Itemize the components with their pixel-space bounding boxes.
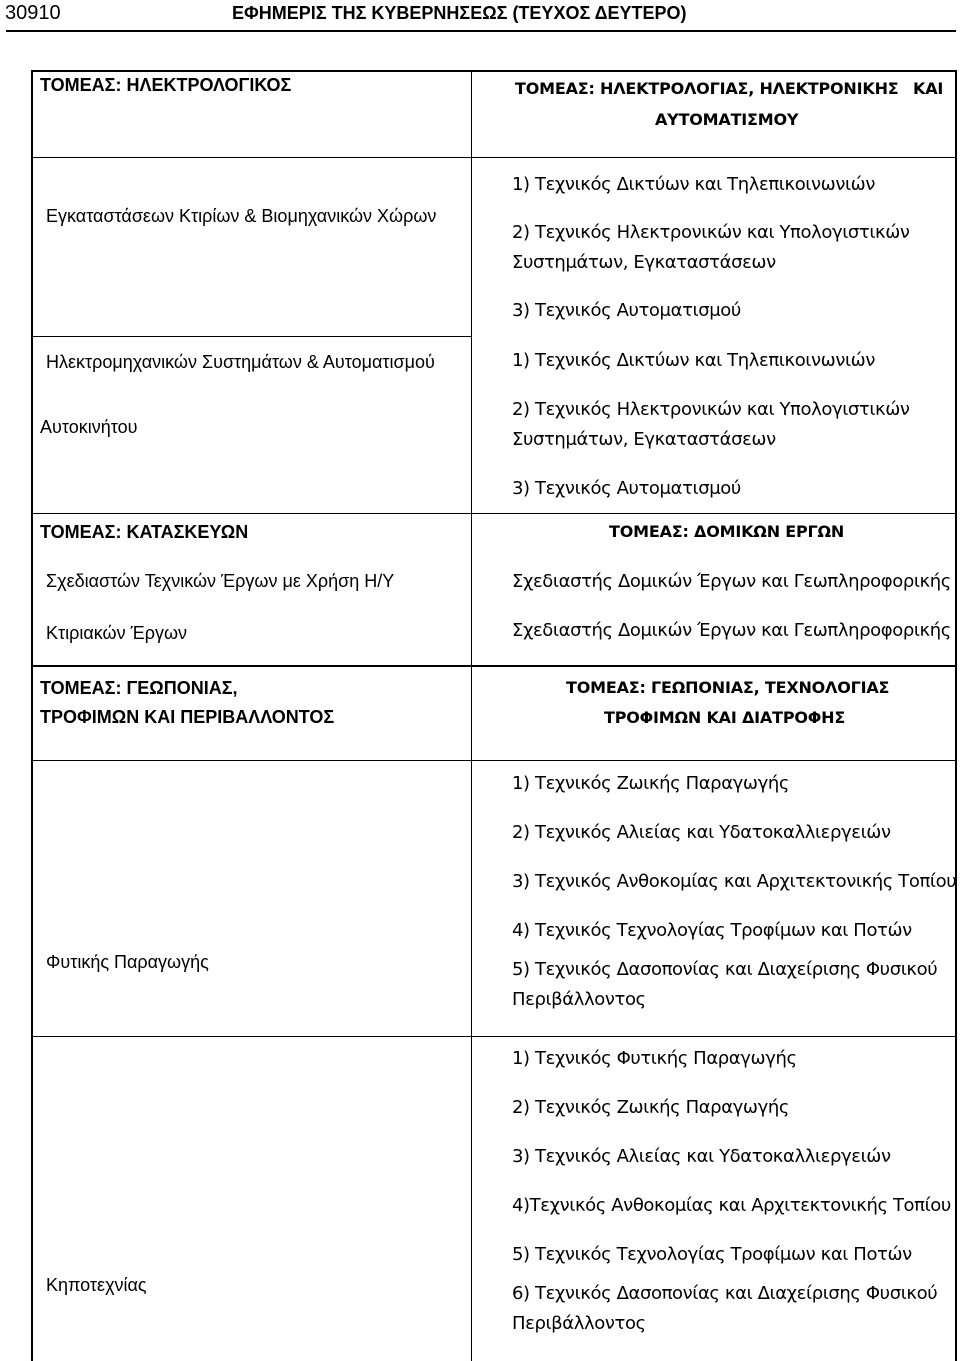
sector-title-agriculture-line2: ΤΡΟΦΙΜΩΝ ΚΑΙ ΠΕΡΙΒΑΛΛΟΝΤΟΣ xyxy=(40,707,335,727)
sector-title-building-works: ΤΟΜΕΑΣ: ΔΟΜΙΚΩΝ ΕΡΓΩΝ xyxy=(609,522,845,541)
list-item: 5) Τεχνικός Δασοπονίας και Διαχείρισης Φυσικού xyxy=(512,959,938,980)
specialty-building-works: Κτιριακών Έργων xyxy=(46,623,188,643)
specialty-plant-production: Φυτικής Παραγωγής xyxy=(46,952,209,972)
sector-title-agri-food: ΤΟΜΕΑΣ: ΓΕΩΠΟΝΙΑΣ, ΤΕΧΝΟΛΟΓΙΑΣ xyxy=(566,678,890,697)
sector-title-electrical-electronics: ΤΟΜΕΑΣ: ΗΛΕΚΤΡΟΛΟΓΙΑΣ, ΗΛΕΚΤΡΟΝΙΚΗΣ xyxy=(515,79,899,98)
list-item: 2) Τεχνικός Ζωικής Παραγωγής xyxy=(512,1097,790,1118)
table-border-left xyxy=(31,70,33,1361)
list-item: 4)Τεχνικός Ανθοκομίας και Αρχιτεκτονικής Τοπίου xyxy=(512,1195,951,1216)
journal-title: ΕΦΗΜΕΡΙΣ ΤΗΣ ΚΥΒΕΡΝΗΣΕΩΣ (ΤΕΥΧΟΣ ΔΕΥΤΕΡΟ) xyxy=(232,3,687,23)
list-item: 5) Τεχνικός Τεχνολογίας Τροφίμων και Ποτών xyxy=(512,1244,912,1265)
row-divider xyxy=(31,157,957,158)
specialty-automotive: Αυτοκινήτου xyxy=(40,417,138,437)
list-item: 1) Τεχνικός Ζωικής Παραγωγής xyxy=(512,773,790,794)
header-rule xyxy=(6,30,956,32)
list-item: 6) Τεχνικός Δασοπονίας και Διαχείρισης Φυσικού xyxy=(512,1283,938,1304)
list-item: 1) Τεχνικός Δικτύων και Τηλεπικοινωνιών xyxy=(512,350,875,371)
row-divider xyxy=(31,336,472,337)
specialty-gardening: Κηποτεχνίας xyxy=(46,1275,147,1295)
list-item: 2) Τεχνικός Αλιείας και Υδατοκαλλιεργειών xyxy=(512,822,891,843)
list-item: Συστημάτων, Εγκαταστάσεων xyxy=(512,429,776,450)
specialty-electromechanical: Ηλεκτρομηχανικών Συστημάτων & Αυτοματισμού xyxy=(46,352,435,372)
page-number: 30910 xyxy=(5,2,61,24)
list-item: 3) Τεχνικός Αλιείας και Υδατοκαλλιεργειών xyxy=(512,1146,891,1167)
sector-title-automation: ΑΥΤΟΜΑΤΙΣΜΟΥ xyxy=(655,110,799,129)
list-item: Σχεδιαστής Δομικών Έργων και Γεωπληροφορικής xyxy=(512,620,951,641)
sector-title-electrical: ΤΟΜΕΑΣ: ΗΛΕΚΤΡΟΛΟΓΙΚΟΣ xyxy=(40,75,292,95)
sector-title-construction: ΤΟΜΕΑΣ: ΚΑΤΑΣΚΕΥΩΝ xyxy=(40,522,249,542)
column-divider xyxy=(471,70,472,1361)
row-divider xyxy=(31,1036,957,1037)
list-item: 1) Τεχνικός Δικτύων και Τηλεπικοινωνιών xyxy=(512,174,875,195)
section-divider xyxy=(31,665,957,667)
list-item: 3) Τεχνικός Αυτοματισμού xyxy=(512,478,741,499)
page-header xyxy=(0,0,960,30)
list-item: 3) Τεχνικός Αυτοματισμού xyxy=(512,300,741,321)
list-item: Σχεδιαστής Δομικών Έργων και Γεωπληροφορικής xyxy=(512,571,951,592)
row-divider xyxy=(31,760,957,761)
list-item: Περιβάλλοντος xyxy=(512,989,646,1010)
sector-title-and: ΚΑΙ xyxy=(913,79,944,98)
list-item: 3) Τεχνικός Ανθοκομίας και Αρχιτεκτονικής Τοπίου xyxy=(512,871,957,892)
sector-title-agriculture: ΤΟΜΕΑΣ: ΓΕΩΠΟΝΙΑΣ, xyxy=(40,678,238,698)
sector-table xyxy=(31,70,957,1361)
specialty-technical-drafting: Σχεδιαστών Τεχνικών Έργων με Χρήση Η/Υ xyxy=(46,571,395,591)
row-divider xyxy=(31,513,957,514)
list-item: 2) Τεχνικός Ηλεκτρονικών και Υπολογιστικών xyxy=(512,399,910,420)
list-item: 4) Τεχνικός Τεχνολογίας Τροφίμων και Ποτών xyxy=(512,920,912,941)
list-item: 2) Τεχνικός Ηλεκτρονικών και Υπολογιστικών xyxy=(512,222,910,243)
table-border-top xyxy=(31,70,957,72)
list-item: Συστημάτων, Εγκαταστάσεων xyxy=(512,252,776,273)
sector-title-agri-food-line2: ΤΡΟΦΙΜΩΝ ΚΑΙ ΔΙΑΤΡΟΦΗΣ xyxy=(604,708,846,727)
table-border-right xyxy=(955,70,957,1361)
specialty-building-installations: Εγκαταστάσεων Κτιρίων & Βιομηχανικών Χώρων xyxy=(46,206,437,226)
list-item: Περιβάλλοντος xyxy=(512,1313,646,1334)
list-item: 1) Τεχνικός Φυτικής Παραγωγής xyxy=(512,1048,797,1069)
